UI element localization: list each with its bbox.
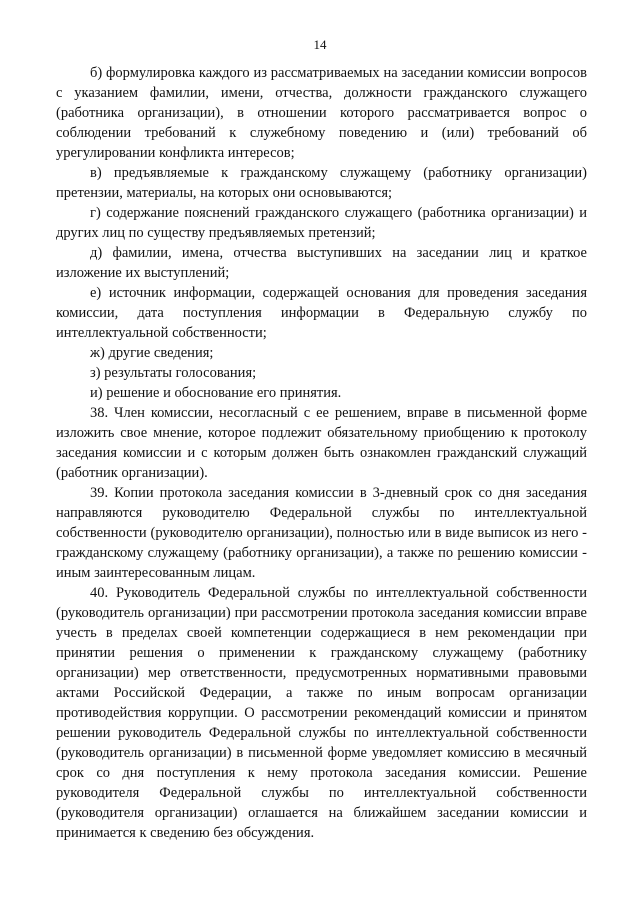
paragraph-item-b: б) формулировка каждого из рассматриваемых на заседании комиссии вопросов с указанием фамилии, имени, отчества, должности гражданского служащего (работника организации), в отношении которого рассматривается вопрос о соблюдении требований к служебному поведению и (или) требований об урегулировании конфликта интересов; [56, 65, 587, 161]
paragraph-item-d: д) фамилии, имена, отчества выступивших на заседании лиц и краткое изложение их выступлений; [56, 245, 587, 281]
page-number: 14 [313, 37, 327, 52]
paragraph-40: 40. Руководитель Федеральной службы по интеллектуальной собственности (руководитель организации) при рассмотрении протокола заседания комиссии вправе учесть в пределах своей компетенции содержащиеся в нем рекомендации при принятии решения о применении к гражданскому служащему (работнику организации) мер ответственности, предусмотренных нормативными правовыми актами Российской Федерации, а также по иным вопросам организации противодействия коррупции. О рассмотрении рекомендаций комиссии и принятом решении руководитель Федеральной службы по интеллектуальной собственности (руководитель организации) в письменной форме уведомляет комиссию в месячный срок со дня поступления к нему протокола заседания комиссии. Решение руководителя Федеральной службы по интеллектуальной собственности (руководителя организации) оглашается на ближайшем заседании комиссии и принимается к сведению без обсуждения. [56, 585, 587, 841]
paragraph-item-zh: ж) другие сведения; [90, 345, 214, 361]
paragraph-item-z: з) результаты голосования; [90, 365, 257, 381]
paragraph-item-e: е) источник информации, содержащей основания для проведения заседания комиссии, дата поступления информации в Федеральную службу по интеллектуальной собственности; [56, 285, 587, 341]
paragraph-item-v: в) предъявляемые к гражданскому служащему (работнику организации) претензии, материалы, на которых они основываются; [56, 165, 587, 201]
paragraph-38: 38. Член комиссии, несогласный с ее решением, вправе в письменной форме изложить свое мнение, которое подлежит обязательному приобщению к протоколу заседания комиссии и с которым должен быть ознакомлен гражданский служащий (работник организации). [56, 405, 587, 481]
paragraph-39: 39. Копии протокола заседания комиссии в 3-дневный срок со дня заседания направляются руководителю Федеральной службы по интеллектуальной собственности (руководителю организации), полностью или в виде выписок из него - гражданскому служащему (работнику организации), а также по решению комиссии - иным заинтересованным лицам. [56, 485, 587, 581]
paragraph-item-i: и) решение и обоснование его принятия. [90, 385, 342, 401]
paragraph-item-g: г) содержание пояснений гражданского служащего (работника организации) и других лиц по существу предъявляемых претензий; [56, 205, 587, 241]
document-body [56, 63, 587, 843]
